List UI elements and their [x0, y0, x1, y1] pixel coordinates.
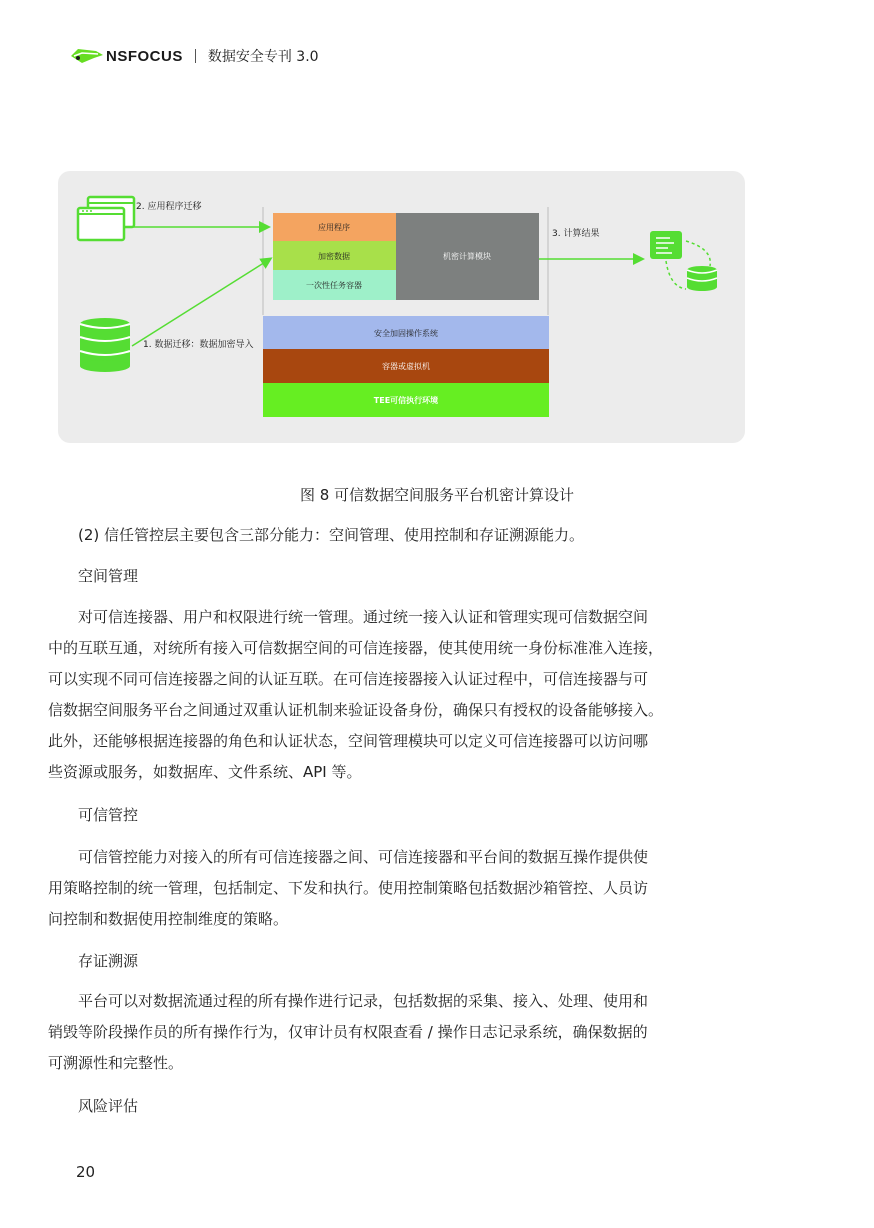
paragraph-line: 些资源或服务，如数据库、文件系统、API 等。 — [48, 763, 362, 781]
architecture-figure — [58, 171, 745, 443]
paragraph-line: 平台可以对数据流通过程的所有操作进行记录，包括数据的采集、接入、处理、使用和 — [78, 992, 649, 1010]
vm-layer-label: 容器或虚拟机 — [382, 362, 430, 371]
data-migration-label: 1. 数据迁移：数据加密导入 — [143, 340, 254, 350]
app-window-icon — [78, 197, 134, 240]
evidence-trace-paragraph — [48, 986, 758, 1079]
heading-evidence-trace: 存证溯源 — [78, 952, 139, 970]
page-number: 20 — [76, 1163, 96, 1181]
heading-risk-assessment: 风险评估 — [78, 1097, 139, 1115]
paragraph-line: 中的互联互通，对统所有接入可信数据空间的可信连接器，使其使用统一身份标准准入连接， — [48, 639, 664, 657]
nsfocus-logo — [70, 46, 183, 66]
paragraph-line: 可以实现不同可信连接器之间的认证互联。在可信连接器接入认证过程中，可信连接器与可 — [48, 670, 649, 688]
trusted-control-paragraph — [48, 842, 758, 935]
heading-trusted-control: 可信管控 — [78, 806, 139, 824]
os-layer-label: 安全加固操作系统 — [374, 329, 438, 338]
result-label: 3. 计算结果 — [552, 229, 600, 239]
result-dashed-link-top — [686, 241, 710, 266]
space-management-paragraph — [48, 602, 758, 788]
paragraph-line: 此外，还能够根据连接器的角色和认证状态，空间管理模块可以定义可信连接器可以访问哪 — [48, 732, 649, 750]
publication-title: 数据安全专刊 3.0 — [207, 49, 319, 65]
figure-caption: 图 8 可信数据空间服务平台机密计算设计 — [299, 486, 575, 504]
architecture-diagram — [58, 171, 745, 443]
paragraph-line: 可溯源性和完整性。 — [48, 1054, 184, 1072]
brand-name: NSFOCUS — [106, 47, 183, 65]
result-dashed-link-bottom — [666, 261, 686, 289]
app-block-label: 应用程序 — [318, 223, 350, 232]
intro-paragraph: (2) 信任管控层主要包含三部分能力：空间管理、使用控制和存证溯源能力。 — [78, 526, 585, 544]
header-divider — [195, 49, 196, 63]
task-container-label: 一次性任务容器 — [306, 281, 362, 290]
result-database-icon — [687, 266, 717, 291]
paragraph-line: 销毁等阶段操作员的所有操作行为，仅审计员有权限查看 / 操作日志记录系统，确保数据的 — [48, 1023, 648, 1041]
encrypted-data-label: 加密数据 — [318, 252, 350, 261]
paragraph-line: 用策略控制的统一管理，包括制定、下发和执行。使用控制策略包括数据沙箱管控、人员访 — [48, 879, 649, 897]
confidential-compute-label: 机密计算模块 — [443, 252, 491, 261]
paragraph-line: 可信管控能力对接入的所有可信连接器之间、可信连接器和平台间的数据互操作提供使 — [78, 848, 649, 866]
paragraph-line: 信数据空间服务平台之间通过双重认证机制来验证设备身份，确保只有授权的设备能够接入。 — [48, 701, 664, 719]
result-document-icon — [650, 231, 682, 259]
paragraph-line: 对可信连接器、用户和权限进行统一管理。通过统一接入认证和管理实现可信数据空间 — [78, 608, 649, 626]
data-migration-arrow — [132, 259, 270, 346]
logo-mark-icon — [70, 46, 104, 66]
paragraph-line: 问控制和数据使用控制维度的策略。 — [48, 910, 289, 928]
app-migration-label: 2. 应用程序迁移 — [136, 202, 202, 212]
database-icon — [80, 318, 130, 372]
heading-space-management: 空间管理 — [78, 567, 139, 585]
tee-layer-label: TEE可信执行环境 — [373, 396, 439, 405]
page-header — [70, 40, 319, 72]
